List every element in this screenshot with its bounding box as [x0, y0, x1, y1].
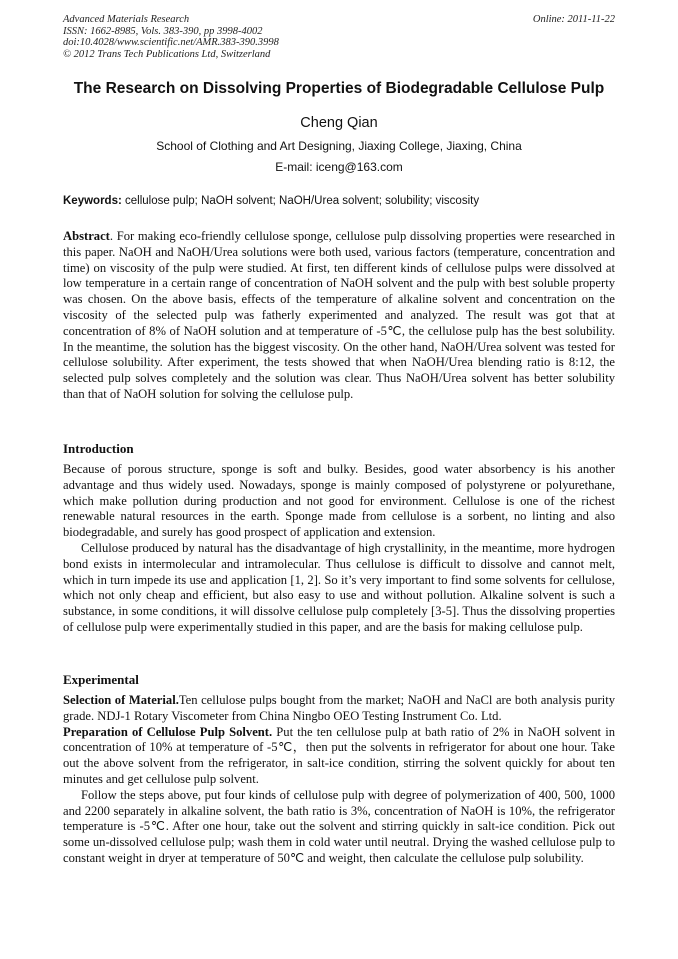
- doi-line: doi:10.4028/www.scientific.net/AMR.383-390.3998: [63, 37, 279, 48]
- journal-name: Advanced Materials Research: [63, 14, 190, 25]
- keywords: [63, 195, 615, 207]
- abstract: [63, 229, 615, 403]
- abstract-label: Abstract: [63, 229, 110, 243]
- author-affiliation: School of Clothing and Art Designing, Jiaxing College, Jiaxing, China: [156, 139, 522, 153]
- online-date: Online: 2011-11-22: [532, 14, 615, 25]
- issn-line: ISSN: 1662-8985, Vols. 383-390, pp 3998-4002: [63, 25, 263, 37]
- paper-title: The Research on Dissolving Properties of Biodegradable Cellulose Pulp: [73, 80, 605, 97]
- selection-of-material-text: Ten cellulose pulps bought from the market; NaOH and NaCl are both analysis purity grade. NDJ-1 Rotary Viscometer from China Ningbo OEO Testing Instrument Co. Ltd.: [63, 693, 615, 723]
- experimental-heading: Experimental: [63, 672, 139, 687]
- author-name: Cheng Qian: [300, 115, 378, 131]
- preparation-paragraph: [63, 725, 615, 788]
- keywords-label: Keywords:: [63, 195, 122, 207]
- preparation-label: Preparation of Cellulose Pulp Solvent.: [63, 724, 273, 739]
- keywords-text: cellulose pulp; NaOH solvent; NaOH/Urea solvent; solubility; viscosity: [121, 195, 480, 207]
- preparation-text: Put the ten cellulose pulp at bath ratio of 2% in NaOH solvent in concentration of 10% at temperature of -5℃，then put the solvents in refrigerator for about one hour. Take out the above solvent from the refrigerator, in salt-ice condition, stirring the solvent quickly for about ten minutes and get cellulose pulp solvent.: [63, 724, 615, 786]
- procedure-paragraph: Follow the steps above, put four kinds of cellulose pulp with degree of polymerization of 400, 500, 1000 and 2200 separately in alkaline solvent, the bath ratio is 3%, concentration of NaOH is 10%, the refrigerator temperature is -5℃. After one hour, take out the solvent and stirring quickly in salt-ice condition. Pick out some un-dissolved cellulose pulp; wash them in cold water until neutral. Drying the washed cellulose pulp to constant weight in dryer at temperature of 50℃ and weight, then calculate the cellulose pulp solubility.: [63, 787, 615, 865]
- experimental-body: [63, 693, 615, 867]
- introduction-paragraph-2: Cellulose produced by natural has the disadvantage of high crystallinity, in the meantime, more hydrogen bond exists in intermolecular and intramolecular. Thus cellulose is difficult to dissolve and cannot melt, which in turn impede its use and application [1, 2]. So it’s very important to find some solvents for cellulose, which not only cheap and efficient, but also easy to use and without pollution. Alkaline solvent is such a substance, in some conditions, it will dissolve cellulose pulp completely [3-5]. Thus the dissolving properties of cellulose pulp were experimentally studied in this paper, and are the basis for making cellulose pulp.: [63, 540, 615, 634]
- introduction-body: [63, 462, 615, 636]
- selection-of-material-label: Selection of Material.: [63, 693, 179, 707]
- introduction-paragraph-1: Because of porous structure, sponge is soft and bulky. Besides, good water absorbency is his another advantage and thus widely used. Nowadays, sponge is mainly composed of polystyrene or polyurethane, which make pollution during production and not good for environment. Cellulose is one of the richest renewable natural resources in the earth. Sponge made from cellulose is a sorbent, no linting and also biodegradable, and surely has good prospect of application and extension.: [63, 462, 615, 540]
- copyright-line: © 2012 Trans Tech Publications Ltd, Switzerland: [63, 48, 271, 60]
- author-email: E-mail: iceng@163.com: [275, 160, 403, 174]
- journal-header: [63, 14, 615, 60]
- selection-of-material-paragraph: [63, 693, 615, 725]
- introduction-heading: Introduction: [63, 441, 134, 456]
- abstract-text: . For making eco-friendly cellulose sponge, cellulose pulp dissolving properties were researched in this paper. NaOH and NaOH/Urea solutions were both used, various factors (temperature, concentration and time) on viscosity of the pulp were studied. At first, ten different kinds of cellulose pulps were dissolved at low temperature in a certain range of concentration of NaOH solvent and the pulp with best soluble property was chosen. On the above basis, effects of the temperature of alkaline solvent and concentration on the viscosity of the selected pulp was fatherly experimented and analyzed. The result was got that at concentration of 8% of NaOH solution and at temperature of -5℃, the cellulose pulp has the best solubility. In the meantime, the solution has the biggest viscosity. On the other hand, NaOH/Urea solvent was tested for cellulose solubility. After experiment, the tests showed that when NaOH/Urea blending ratio is 8:12, the selected pulp solves completely and the solution was clear. Thus NaOH/Urea solvent has better solubility than that of NaOH solution for solving the cellulose pulp.: [63, 229, 615, 401]
